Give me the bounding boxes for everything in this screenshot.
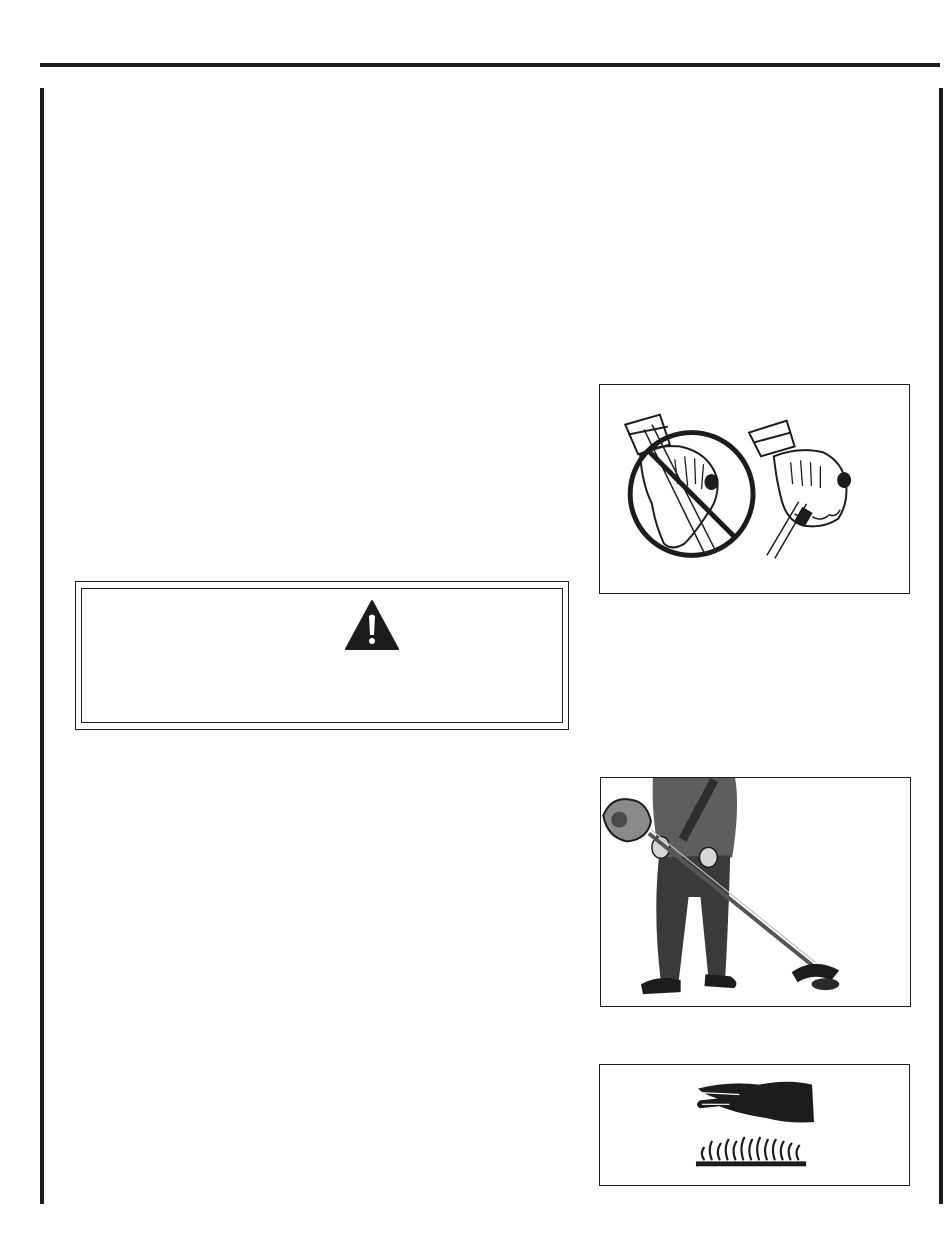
warning-box-inner (81, 588, 563, 723)
grip-figure (599, 384, 910, 594)
prohibited-grip-icon (625, 415, 753, 556)
heat-figure (599, 1064, 910, 1186)
right-margin-rule (939, 88, 943, 1204)
warning-triangle-icon (344, 599, 400, 651)
grip-illustration (600, 385, 909, 593)
header-rule (40, 63, 940, 67)
hot-surface-hand-icon (600, 1065, 909, 1185)
left-margin-rule (40, 88, 44, 1204)
operator-figure (600, 777, 911, 1007)
operator-trimmer-photo (601, 778, 910, 1006)
warning-box (75, 581, 569, 730)
correct-grip-icon (749, 421, 850, 559)
